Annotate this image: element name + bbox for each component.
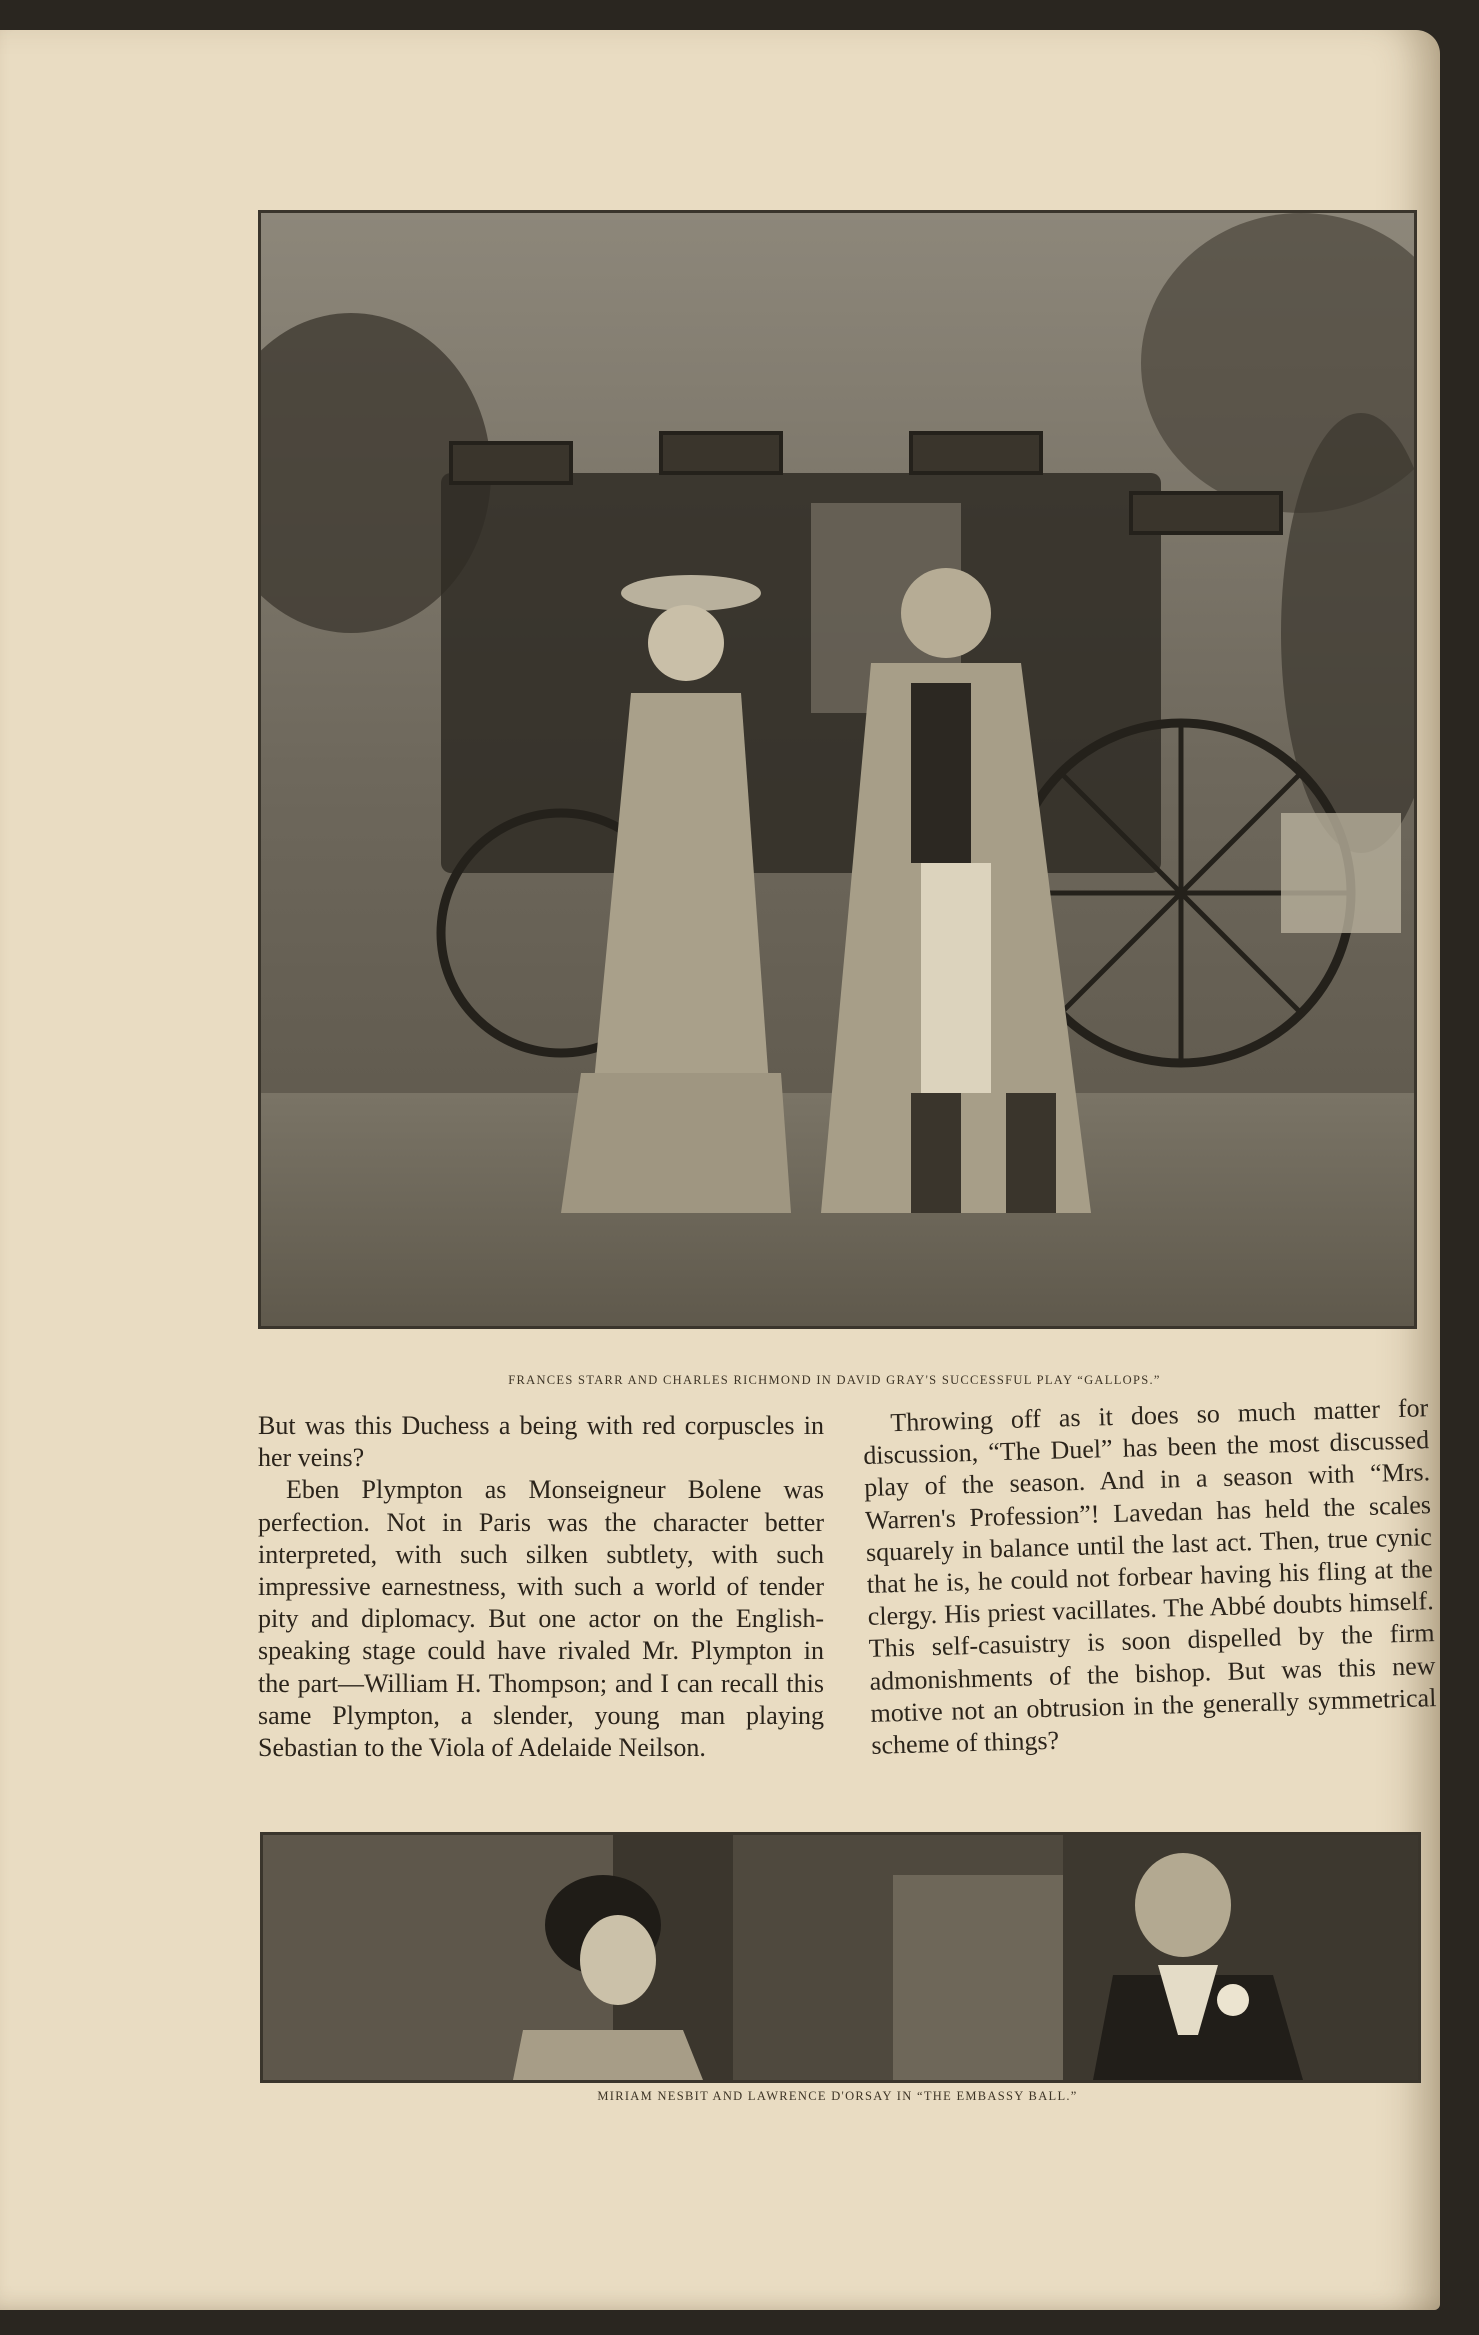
text-column-right	[862, 1392, 1438, 1762]
stage-photo-gallops	[258, 210, 1417, 1329]
paragraph: Throwing off as it does so much matter for discussion, “The Duel” has been the most discussed play of the season. And in a season with “Mrs. Warren's Profession”! Lavedan has held the scales squarely in balance until the last act. Then, true cynic that he is, he could not forbear having his fling at the clergy. His priest vacillates. The Abbé doubts himself. This self-casuistry is soon dispelled by the firm admonishments of the bishop. But was this new motive not an obtrusion in the generally symmetrical scheme of things?	[862, 1393, 1437, 1760]
photo-illustration	[261, 213, 1414, 1326]
photo-caption-top: FRANCES STARR AND CHARLES RICHMOND IN DAVID GRAY'S SUCCESSFUL PLAY “GALLOPS.”	[508, 1373, 1161, 1387]
photo-caption-bottom: MIRIAM NESBIT AND LAWRENCE D'ORSAY IN “THE EMBASSY BALL.”	[597, 2089, 1078, 2103]
stage-photo-embassy-ball	[260, 1832, 1421, 2083]
photo-illustration	[263, 1835, 1418, 2080]
text-column-left	[258, 1410, 824, 1764]
paragraph: But was this Duchess a being with red corpuscles in her veins?	[258, 1411, 824, 1473]
paragraph: Eben Plympton as Monseigneur Bolene was perfection. Not in Paris was the character better interpreted, with such silken subtlety, with such impressive earnestness, with such a world of tender pity and diplomacy. But one actor on the English-speaking stage could have rivaled Mr. Plympton in the part—William H. Thompson; and I can recall this same Plympton, a slender, young man playing Sebastian to the Viola of Adelaide Neilson.	[258, 1475, 824, 1763]
